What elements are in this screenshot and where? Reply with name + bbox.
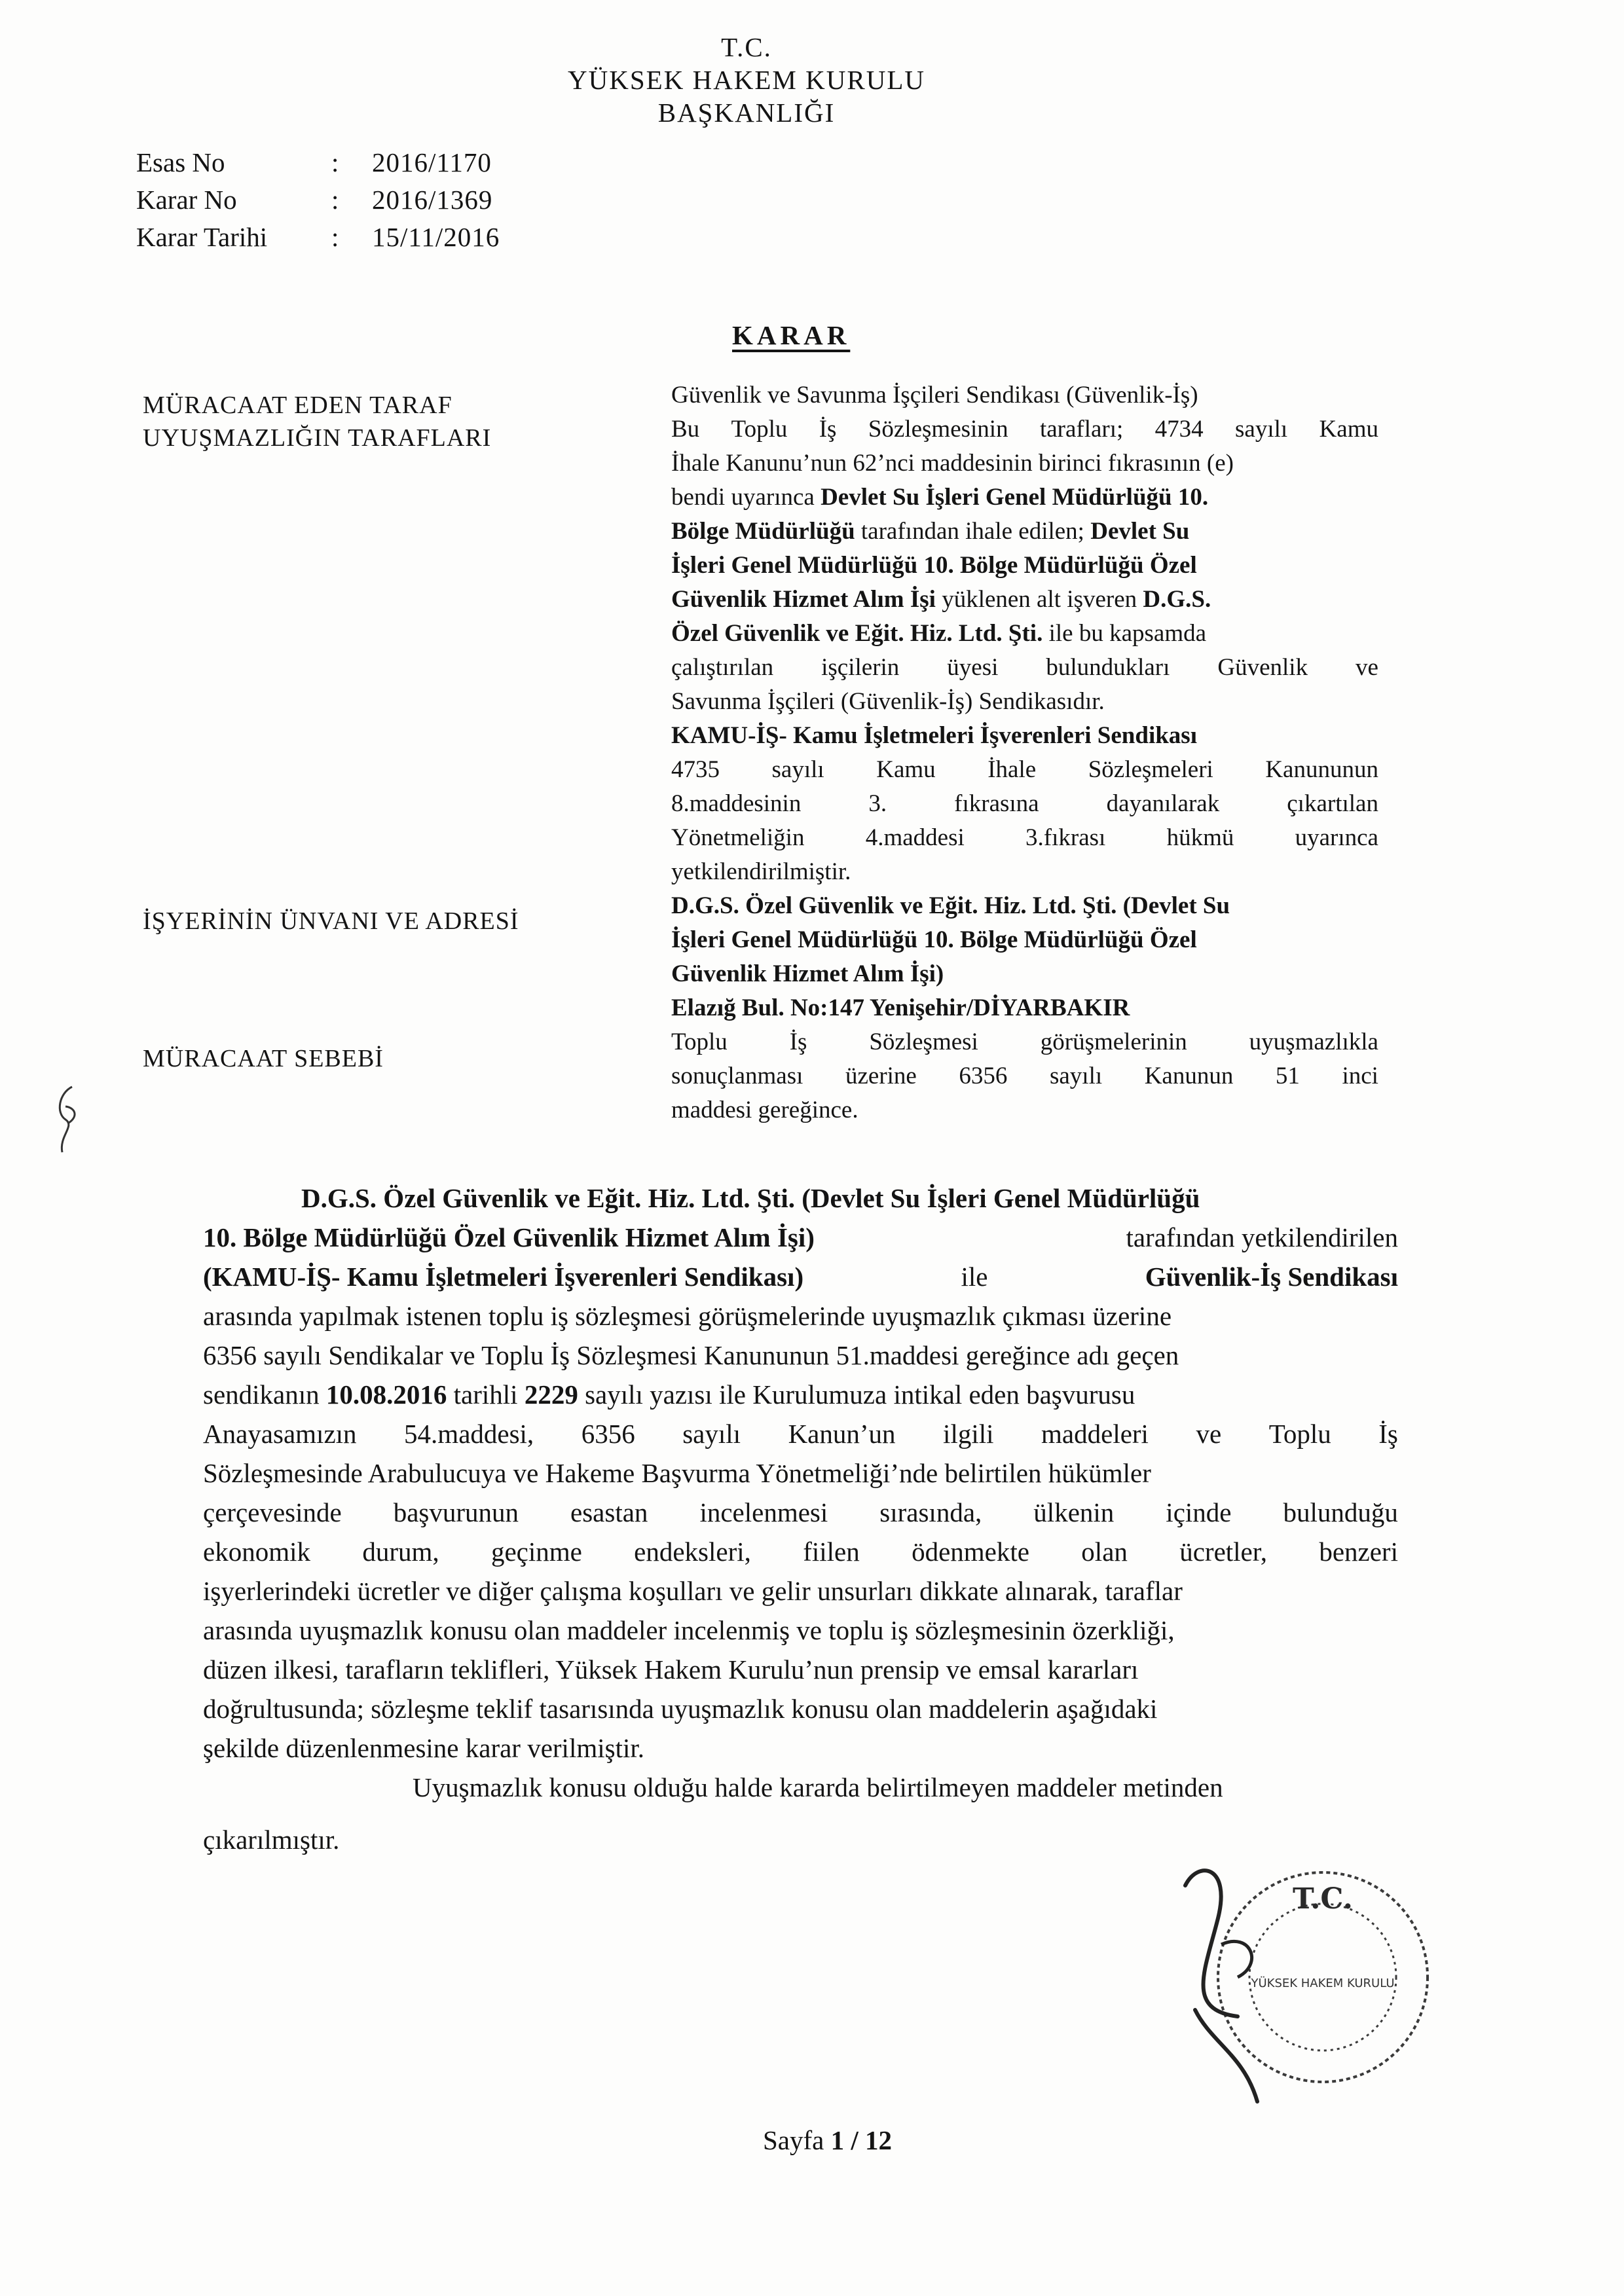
right-line: 8.maddesinin 3. fıkrasına dayanılarak çıkartılan (671, 790, 1378, 817)
right-line: Güvenlik Hizmet Alım İşi yüklenen alt işveren D.G.S. (671, 586, 1211, 613)
right-line: Elazığ Bul. No:147 Yenişehir/DİYARBAKIR (671, 994, 1130, 1021)
meta-row-esas: Esas No : 2016/1170 (136, 144, 500, 181)
body-line: Uyuşmazlık konusu olduğu halde kararda belirtilmeyen maddeler metinden (413, 1772, 1223, 1802)
body-line: şekilde düzenlenmesine karar verilmiştir. (203, 1733, 644, 1763)
right-line: İşleri Genel Müdürlüğü 10. Bölge Müdürlüğü Özel (671, 552, 1197, 579)
body-line: (KAMU-İŞ- Kamu İşletmeleri İşverenleri Sendikası) ile Güvenlik-İş Sendikası (203, 1262, 1398, 1292)
right-line: Savunma İşçileri (Güvenlik-İş) Sendikasıdır. (671, 688, 1105, 715)
svg-text:YÜKSEK HAKEM KURULU: YÜKSEK HAKEM KURULU (1251, 1977, 1395, 1990)
meta-row-karar-no: Karar No : 2016/1369 (136, 181, 500, 219)
right-line: çalıştırılan işçilerin üyesi bulundukları Güvenlik ve (671, 654, 1378, 681)
body-line: çıkarılmıştır. (203, 1825, 340, 1855)
meta-row-karar-tarihi: Karar Tarihi : 15/11/2016 (136, 219, 500, 256)
right-line: Güvenlik Hizmet Alım İşi) (671, 960, 944, 987)
meta-key: Karar No (136, 185, 237, 215)
body-line: Anayasamızın 54.maddesi, 6356 sayılı Kanun’un ilgili maddeleri ve Toplu İş (203, 1419, 1398, 1449)
label-parties: UYUŞMAZLIĞIN TARAFLARI (143, 424, 492, 452)
official-seal-stamp (1159, 1846, 1441, 2128)
body-line: çerçevesinde başvurunun esastan incelenmesi sırasında, ülkenin içinde bulunduğu (203, 1497, 1398, 1527)
header-presidency: BAŞKANLIĞI (657, 98, 836, 128)
right-line: İşleri Genel Müdürlüğü 10. Bölge Müdürlüğü Özel (671, 926, 1197, 953)
body-line: 6356 sayılı Sendikalar ve Toplu İş Sözleşmesi Kanununun 51.maddesi gereğince adı geçen (203, 1340, 1179, 1370)
right-line: Güvenlik ve Savunma İşçileri Sendikası (Güvenlik-İş) (671, 382, 1198, 409)
right-line: yetkilendirilmiştir. (671, 858, 851, 885)
body-line: işyerlerindeki ücretler ve diğer çalışma koşulları ve gelir unsurları dikkate alınarak, taraflar (203, 1576, 1183, 1606)
document-title: KARAR (732, 320, 851, 350)
svg-text:T.C.: T.C. (1293, 1882, 1353, 1916)
right-line: sonuçlanması üzerine 6356 sayılı Kanunun 51 inci (671, 1063, 1378, 1089)
margin-initial-signature (46, 1080, 85, 1159)
right-line: KAMU-İŞ- Kamu İşletmeleri İşverenleri Sendikası (671, 722, 1197, 749)
right-line: İhale Kanunu’nun 62’nci maddesinin birinci fıkrasının (e) (671, 450, 1234, 477)
meta-value: 2016/1369 (372, 185, 493, 215)
meta-value: 2016/1170 (372, 147, 492, 177)
header-tc: T.C. (721, 32, 772, 62)
page-footer (763, 2124, 892, 2156)
body-line: doğrultusunda; sözleşme teklif tasarısında uyuşmazlık konusu olan maddelerin aşağıdaki (203, 1694, 1158, 1724)
body-line: Sözleşmesinde Arabulucuya ve Hakeme Başvurma Yönetmeliği’nde belirtilen hükümler (203, 1458, 1151, 1488)
right-line: maddesi gereğince. (671, 1097, 858, 1123)
meta-key: Karar Tarihi (136, 222, 268, 252)
label-workplace: İŞYERİNİN ÜNVANI VE ADRESİ (143, 907, 519, 935)
page-number: 1 / 12 (830, 2125, 893, 2155)
right-line: Yönetmeliğin 4.maddesi 3.fıkrası hükmü uyarınca (671, 824, 1378, 851)
body-line: arasında uyuşmazlık konusu olan maddeler incelenmiş ve toplu iş sözleşmesinin özerkliği, (203, 1615, 1175, 1645)
body-line: sendikanın 10.08.2016 tarihli 2229 sayılı yazısı ile Kurulumuza intikal eden başvurusu (203, 1379, 1135, 1410)
header-institution: YÜKSEK HAKEM KURULU (568, 65, 925, 95)
label-reason: MÜRACAAT SEBEBİ (143, 1045, 384, 1072)
meta-value: 15/11/2016 (372, 222, 500, 252)
label-applicant: MÜRACAAT EDEN TARAF (143, 392, 452, 419)
right-line: Toplu İş Sözleşmesi görüşmelerinin uyuşmazlıkla (671, 1029, 1378, 1055)
right-line: Özel Güvenlik ve Eğit. Hiz. Ltd. Şti. ile bu kapsamda (671, 620, 1207, 647)
right-column (671, 378, 1378, 1127)
meta-key: Esas No (136, 147, 225, 177)
page-label: Sayfa (763, 2125, 831, 2155)
right-line: bendi uyarınca Devlet Su İşleri Genel Müdürlüğü 10. (671, 484, 1209, 511)
case-metadata (136, 144, 500, 256)
decision-body (203, 1178, 1398, 1859)
body-line: düzen ilkesi, tarafların teklifleri, Yüksek Hakem Kurulu’nun prensip ve emsal kararları (203, 1654, 1139, 1685)
body-line: ekonomik durum, geçinme endeksleri, fiilen ödenmekte olan ücretler, benzeri (203, 1537, 1398, 1567)
right-line: 4735 sayılı Kamu İhale Sözleşmeleri Kanununun (671, 756, 1378, 783)
body-line: D.G.S. Özel Güvenlik ve Eğit. Hiz. Ltd. Şti. (Devlet Su İşleri Genel Müdürlüğü (301, 1183, 1200, 1213)
body-line: arasında yapılmak istenen toplu iş sözleşmesi görüşmelerinde uyuşmazlık çıkması üzerine (203, 1301, 1172, 1331)
right-line: D.G.S. Özel Güvenlik ve Eğit. Hiz. Ltd. Şti. (Devlet Su (671, 892, 1230, 919)
right-line: Bu Toplu İş Sözleşmesinin tarafları; 4734 sayılı Kamu (671, 416, 1378, 443)
body-line: 10. Bölge Müdürlüğü Özel Güvenlik Hizmet Alım İşi) tarafından yetkilendirilen (203, 1222, 1398, 1252)
right-line: Bölge Müdürlüğü tarafından ihale edilen; Devlet Su (671, 518, 1190, 545)
